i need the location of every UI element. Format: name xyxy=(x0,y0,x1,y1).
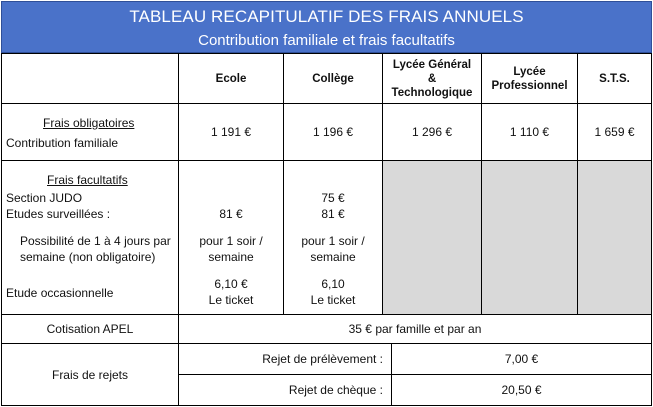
rejet-prelevement-label: Rejet de prélèvement : xyxy=(262,352,383,366)
etudes-label: Etudes surveillées : xyxy=(6,207,111,221)
rejet-prelevement-value-cell xyxy=(391,343,652,375)
contribution-familiale-label: Contribution familiale xyxy=(6,136,119,150)
apel-label-cell xyxy=(1,314,179,344)
apel-value-cell xyxy=(178,314,652,344)
facultatifs-heading: Frais facultatifs xyxy=(47,173,128,187)
column-header-ecole: Ecole xyxy=(178,53,284,104)
rejet-cheque-value-cell xyxy=(391,374,652,406)
facultatifs-lycee-general-empty xyxy=(382,160,482,315)
soir-college-line-2: semaine xyxy=(310,250,356,264)
column-header-college: Collège xyxy=(283,53,383,104)
facultatifs-sts-empty xyxy=(577,160,652,315)
rejet-cheque-label-cell xyxy=(178,374,392,406)
etudes-ecole: 81 € xyxy=(219,207,243,221)
etudes-college: 81 € xyxy=(321,207,345,221)
facultatifs-label-cell xyxy=(1,160,179,315)
facultatifs-lycee-pro-empty xyxy=(481,160,578,315)
contribution-college: 1 196 € xyxy=(283,103,383,161)
occasionnelle-ecole-line-1: 6,10 € xyxy=(214,277,248,291)
contribution-ecole: 1 191 € xyxy=(178,103,284,161)
possibilite-line-1: Possibilité de 1 à 4 jours par xyxy=(20,234,171,248)
rejet-cheque-label: Rejet de chèque : xyxy=(288,383,383,397)
rejet-prelevement-label-cell xyxy=(178,343,392,375)
occasionnelle-ecole-line-2: Le ticket xyxy=(208,293,254,307)
column-header-lycee-general: Lycée Général & Technologique xyxy=(382,53,482,104)
header-corner-cell xyxy=(1,53,179,104)
occasionnelle-college-line-2: Le ticket xyxy=(310,293,356,307)
judo-college: 75 € xyxy=(321,191,345,205)
apel-label: Cotisation APEL xyxy=(46,322,134,336)
apel-value: 35 € par famille et par an xyxy=(348,322,482,336)
rejet-prelevement-value: 7,00 € xyxy=(504,352,539,366)
rejets-label: Frais de rejets xyxy=(51,367,129,382)
occasionnelle-label: Etude occasionnelle xyxy=(6,286,114,300)
document-title: TABLEAU RECAPITULATIF DES FRAIS ANNUELS xyxy=(129,7,524,26)
soir-ecole-line-1: pour 1 soir / xyxy=(199,234,263,248)
title-banner xyxy=(1,1,652,53)
obligatoires-heading: Frais obligatoires xyxy=(43,116,135,130)
fees-table xyxy=(1,53,652,406)
obligatoires-label-cell xyxy=(1,103,179,161)
document-subtitle: Contribution familiale et frais facultatifs xyxy=(198,32,455,49)
contribution-lycee-general: 1 296 € xyxy=(382,103,482,161)
contribution-lycee-pro: 1 110 € xyxy=(481,103,578,161)
judo-label: Section JUDO xyxy=(6,191,83,205)
possibilite-line-2: semaine (non obligatoire) xyxy=(20,250,156,264)
contribution-sts: 1 659 € xyxy=(577,103,652,161)
column-header-lycee-pro: Lycée Professionnel xyxy=(481,53,578,104)
occasionnelle-college-line-1: 6,10 xyxy=(321,277,345,291)
column-header-sts: S.T.S. xyxy=(577,53,652,104)
soir-college-line-1: pour 1 soir / xyxy=(301,234,365,248)
soir-ecole-line-2: semaine xyxy=(208,250,254,264)
rejets-label-cell xyxy=(1,343,179,406)
facultatifs-ecole-cell xyxy=(178,160,284,315)
rejet-cheque-value: 20,50 € xyxy=(501,383,542,397)
facultatifs-college-cell xyxy=(283,160,383,315)
